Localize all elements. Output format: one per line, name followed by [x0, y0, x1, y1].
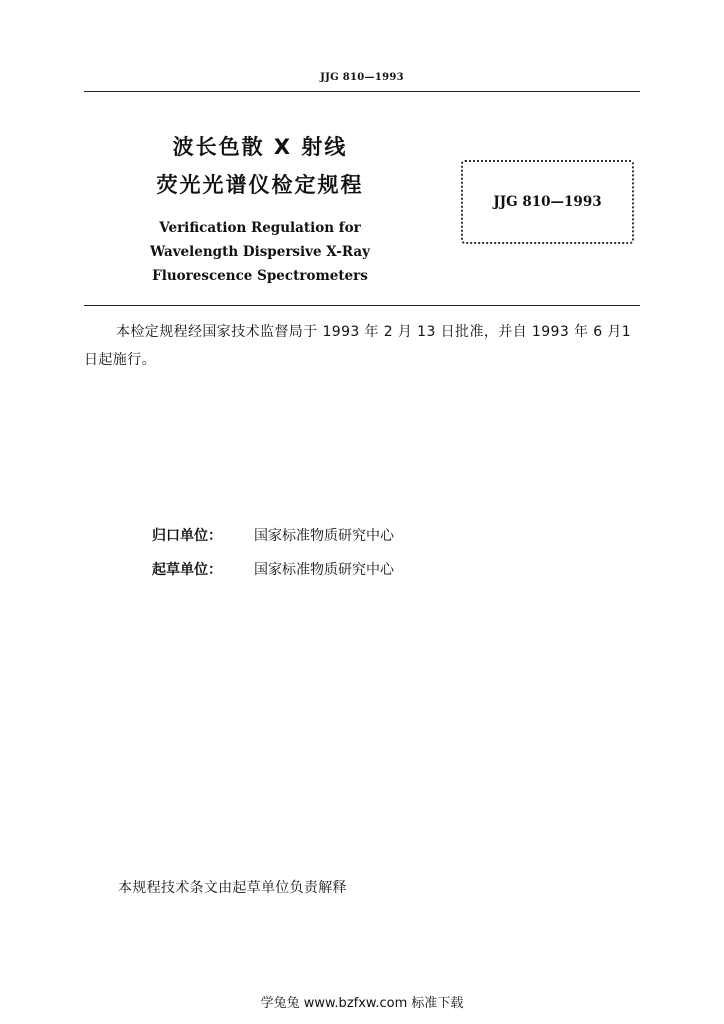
section-rule	[84, 305, 640, 306]
header-rule	[84, 91, 640, 92]
drafting-unit-row	[152, 560, 394, 580]
responsible-unit-label: 归口单位：	[152, 528, 222, 544]
title-en-line-3: Fluorescence Spectrometers	[152, 268, 368, 284]
title-zh-line-1: 波长色散 X 射线	[172, 135, 348, 159]
title-chinese	[110, 128, 410, 204]
document-code: JJG 810—1993	[493, 194, 602, 210]
responsible-unit-value: 国家标准物质研究中心	[254, 528, 394, 544]
title-en-line-2: Wavelength Dispersive X-Ray	[149, 244, 371, 260]
title-en-line-1: Verification Regulation for	[159, 220, 361, 236]
title-zh-line-2: 荧光光谱仪检定规程	[156, 173, 364, 197]
drafting-unit-label: 起草单位：	[152, 562, 222, 578]
footer-watermark-text: 学兔兔 www.bzfxw.com 标准下载	[260, 996, 464, 1011]
responsible-unit-row	[152, 526, 394, 546]
header-document-code: JJG 810—1993	[320, 72, 404, 83]
drafting-unit-value: 国家标准物质研究中心	[254, 562, 394, 578]
approval-statement: 本检定规程经国家技术监督局于 1993 年 2 月 13 日批准，并自 1993 年 6 月1 日起施行。	[84, 324, 632, 368]
interpretation-note: 本规程技术条文由起草单位负责解释	[118, 880, 347, 896]
title-english	[110, 216, 410, 288]
document-code-box	[461, 160, 634, 244]
